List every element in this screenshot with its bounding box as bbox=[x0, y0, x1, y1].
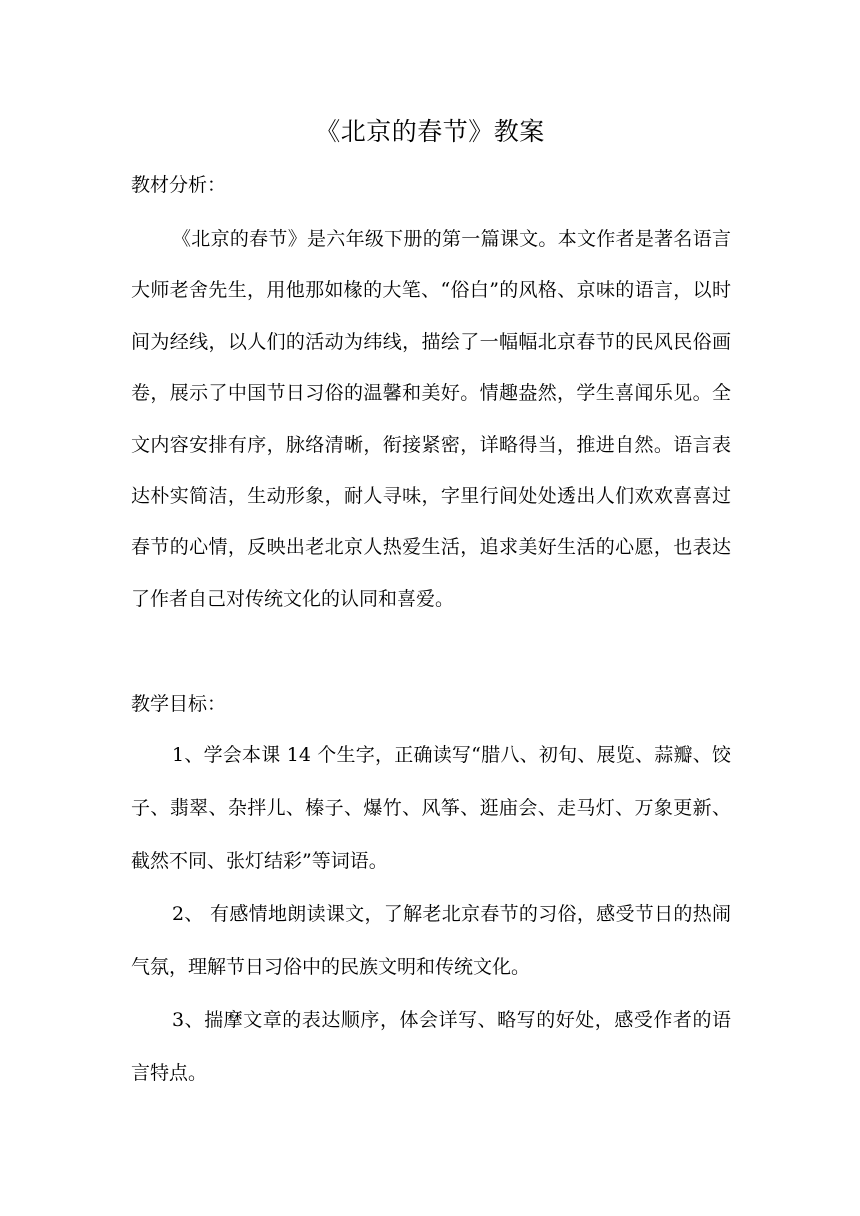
goal-item-2: 2、 有感情地朗读课文，了解老北京春节的习俗，感受节日的热闹气氛，理解节日习俗中的民族文明和传统文化。 bbox=[131, 903, 731, 978]
section-heading-teaching-goals: 教学目标： bbox=[131, 693, 227, 715]
document-title: 《北京的春节》教案 bbox=[315, 117, 545, 146]
goal-item-1: 1、学会本课 14 个生字，正确读写“腊八、初旬、展览、蒜瓣、饺子、翡翠、杂拌儿、榛子、爆竹、风筝、逛庙会、走马灯、万象更新、截然不同、张灯结彩”等词语。 bbox=[131, 744, 731, 872]
goal-item-3: 3、揣摩文章的表达顺序，体会详写、略写的好处，感受作者的语言特点。 bbox=[131, 1009, 731, 1084]
section-heading-material-analysis: 教材分析： bbox=[131, 174, 227, 196]
paragraph-material-analysis: 《北京的春节》是六年级下册的第一篇课文。本文作者是著名语言大师老舍先生，用他那如椽的大笔、“俗白”的风格、京味的语言，以时间为经线，以人们的活动为纬线，描绘了一幅幅北京春节的民风民俗画卷，展示了中国节日习俗的温馨和美好。情趣盎然，学生喜闻乐见。全文内容安排有序，脉络清晰，衔接紧密，详略得当，推进自然。语言表达朴实简洁，生动形象，耐人寻味，字里行间处处透出人们欢欢喜喜过春节的心情，反映出老北京人热爱生活，追求美好生活的心愿，也表达了作者自己对传统文化的认同和喜爱。 bbox=[131, 228, 731, 610]
